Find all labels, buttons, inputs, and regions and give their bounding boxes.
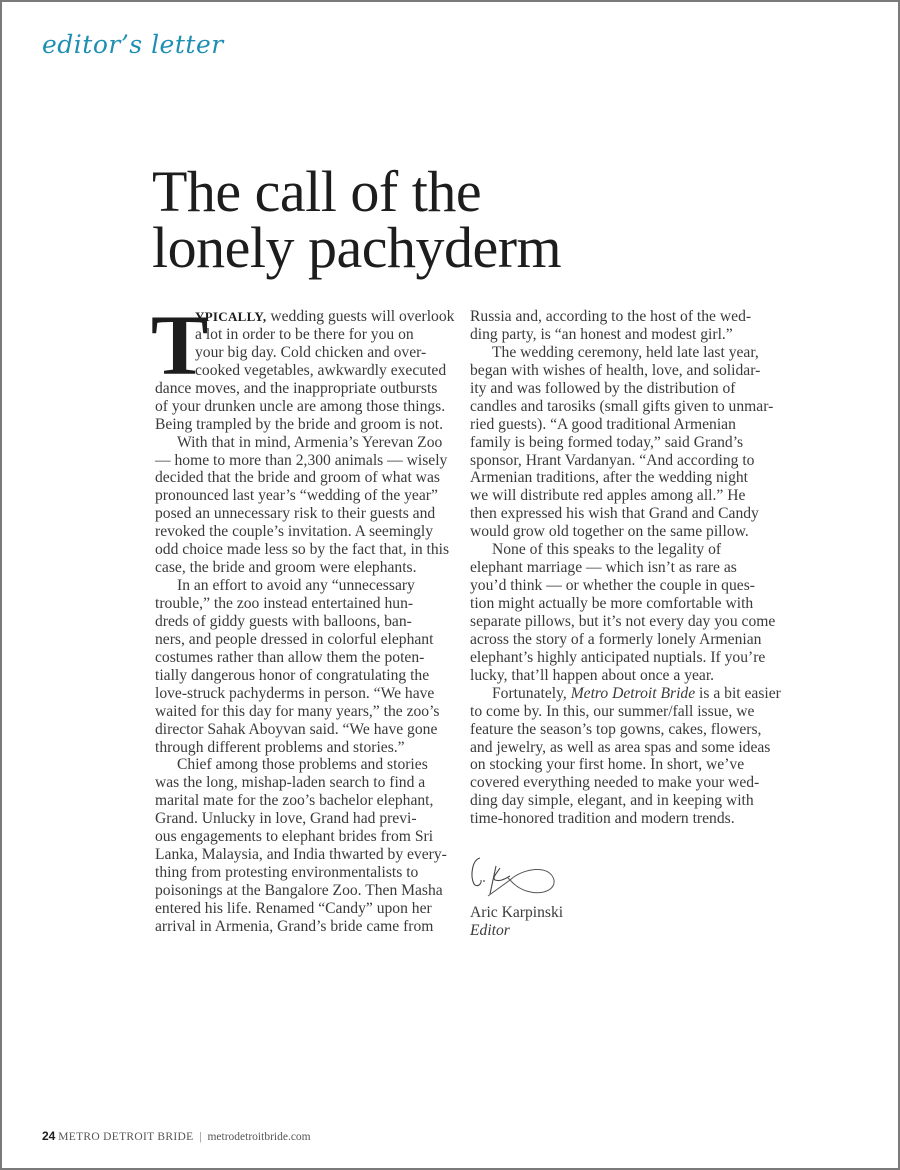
text-line: Being trampled by the bride and groom is not. bbox=[155, 415, 443, 433]
text-line: dreds of giddy guests with balloons, ban- bbox=[155, 612, 412, 630]
text-line: a lot in order to be there for you on bbox=[195, 325, 414, 343]
text-line: tion might actually be more comfortable with bbox=[470, 595, 754, 612]
text-line: time-honored tradition and modern trends. bbox=[470, 810, 735, 828]
text-line: ous engagements to elephant brides from Sri bbox=[155, 828, 434, 846]
text-line: waited for this day for many years,” the zoo’s bbox=[155, 702, 440, 720]
text-line: and jewelry, as well as area spas and some ideas bbox=[470, 738, 771, 756]
publication-name-footer: METRO DETROIT BRIDE bbox=[58, 1131, 194, 1143]
text-line: Chief among those problems and stories bbox=[177, 756, 428, 774]
text-line: With that in mind, Armenia’s Yerevan Zoo bbox=[177, 433, 443, 451]
text-line: case, the bride and groom were elephants. bbox=[155, 559, 417, 577]
lead-in: YPICALLY, bbox=[195, 309, 267, 324]
text-line: was the long, mishap-laden search to find a bbox=[155, 774, 426, 792]
text-line: sponsor, Hrant Vardanyan. “And according to bbox=[470, 451, 755, 469]
text-line: YPICALLY, wedding guests will overlook bbox=[195, 308, 455, 325]
text-line: Armenian traditions, after the wedding night bbox=[470, 469, 749, 487]
text-line: tially dangerous honor of congratulating the bbox=[155, 666, 430, 684]
text-line: marital mate for the zoo’s bachelor elephant, bbox=[155, 792, 434, 810]
text-line: ity and was followed by the distribution of bbox=[470, 379, 736, 397]
text-line: elephant marriage — which isn’t as rare as bbox=[470, 559, 737, 577]
text-line: revoked the couple’s invitation. A seemingly bbox=[155, 523, 434, 541]
text-line: The wedding ceremony, held late last year, bbox=[492, 343, 759, 361]
author-name: Aric Karpinski bbox=[470, 904, 564, 921]
text-line: you’d think — or whether the couple in ques- bbox=[470, 577, 755, 595]
text-line: posed an unnecessary risk to their guests and bbox=[155, 505, 436, 523]
publication-name: Metro Detroit Bride bbox=[570, 684, 696, 702]
text-line: family is being formed today,” said Grand’s bbox=[470, 433, 744, 451]
article-title bbox=[152, 159, 562, 280]
text-line: elephant’s highly anticipated nuptials. If you’re bbox=[470, 648, 766, 666]
text-line: separate pillows, but it’s not every day you come bbox=[470, 612, 776, 630]
text-line: thing from protesting environmentalists to bbox=[155, 864, 419, 882]
text-line: director Sahak Aboyvan said. “We have gone bbox=[155, 720, 438, 738]
title-line-2: lonely pachyderm bbox=[152, 215, 562, 280]
text-line: — home to more than 2,300 animals — wisely bbox=[155, 451, 448, 469]
text-line: Lanka, Malaysia, and India thwarted by every- bbox=[155, 846, 447, 864]
text-line: feature the season’s top gowns, cakes, flowers, bbox=[470, 720, 762, 738]
text-line: covered everything needed to make your wed- bbox=[470, 774, 760, 792]
text-line: Fortunately, Metro Detroit Bride is a bit easier bbox=[492, 684, 781, 702]
footer-separator: | bbox=[199, 1131, 202, 1143]
text-line: love-struck pachyderms in person. “We have bbox=[155, 684, 435, 702]
text-line: costumes rather than allow them the poten- bbox=[155, 648, 425, 666]
text-line: your big day. Cold chicken and over- bbox=[195, 343, 427, 361]
website-link[interactable]: metrodetroitbride.com bbox=[207, 1131, 311, 1143]
text-line: cooked vegetables, awkwardly executed bbox=[195, 361, 447, 379]
text-line: began with wishes of health, love, and solidar- bbox=[470, 361, 761, 379]
text-line: odd choice made less so by the fact that, in this bbox=[155, 541, 450, 559]
text-line: decided that the bride and groom of what was bbox=[155, 469, 440, 487]
text-line: poisonings at the Bangalore Zoo. Then Masha bbox=[155, 882, 443, 899]
text-line: would grow old together on the same pillow. bbox=[470, 523, 749, 541]
text-line: trouble,” the zoo instead entertained hun- bbox=[155, 595, 414, 612]
author-title: Editor bbox=[470, 922, 510, 939]
text-line: Grand. Unlucky in love, Grand had previ- bbox=[155, 810, 417, 828]
text-line: dance moves, and the inappropriate outbursts bbox=[155, 379, 438, 397]
section-label: editor’s letter bbox=[42, 30, 224, 59]
page-footer bbox=[42, 1129, 311, 1143]
page-number: 24 bbox=[42, 1129, 56, 1143]
text-line: ding party, is “an honest and modest girl.” bbox=[470, 325, 733, 343]
text-line: lucky, that’ll happen about once a year. bbox=[470, 666, 715, 684]
drop-cap: T bbox=[151, 297, 209, 393]
text-line: arrival in Armenia, Grand’s bride came from bbox=[155, 917, 434, 935]
text-line: we will distribute red apples among all.” He bbox=[470, 487, 746, 505]
text-line: Russia and, according to the host of the wed- bbox=[470, 308, 752, 325]
article-column-left bbox=[151, 297, 455, 936]
text-line: None of this speaks to the legality of bbox=[492, 541, 722, 559]
text-line: on stocking your first home. In short, we’ve bbox=[470, 756, 745, 774]
text-line: ding day simple, elegant, and in keeping with bbox=[470, 792, 754, 810]
text-line: to come by. In this, our summer/fall issue, we bbox=[470, 702, 755, 720]
text-line: pronounced last year’s “wedding of the year” bbox=[155, 487, 438, 505]
text-line: across the story of a formerly lonely Armenian bbox=[470, 630, 762, 648]
text-line: of your drunken uncle are among those things. bbox=[155, 397, 446, 415]
text-line: candles and tarosiks (small gifts given to unmar- bbox=[470, 397, 774, 415]
text-line: then expressed his wish that Grand and Candy bbox=[470, 505, 759, 523]
text-line: In an effort to avoid any “unnecessary bbox=[177, 577, 415, 595]
signature-icon bbox=[468, 854, 558, 904]
text-line: ried guests). “A good traditional Armenian bbox=[470, 415, 736, 433]
text-line: through different problems and stories.” bbox=[155, 738, 405, 756]
title-line-1: The call of the bbox=[152, 159, 482, 224]
text-line: ners, and people dressed in colorful elephant bbox=[155, 630, 434, 648]
text-line: entered his life. Renamed “Candy” upon her bbox=[155, 899, 432, 917]
article-column-right bbox=[470, 308, 781, 828]
